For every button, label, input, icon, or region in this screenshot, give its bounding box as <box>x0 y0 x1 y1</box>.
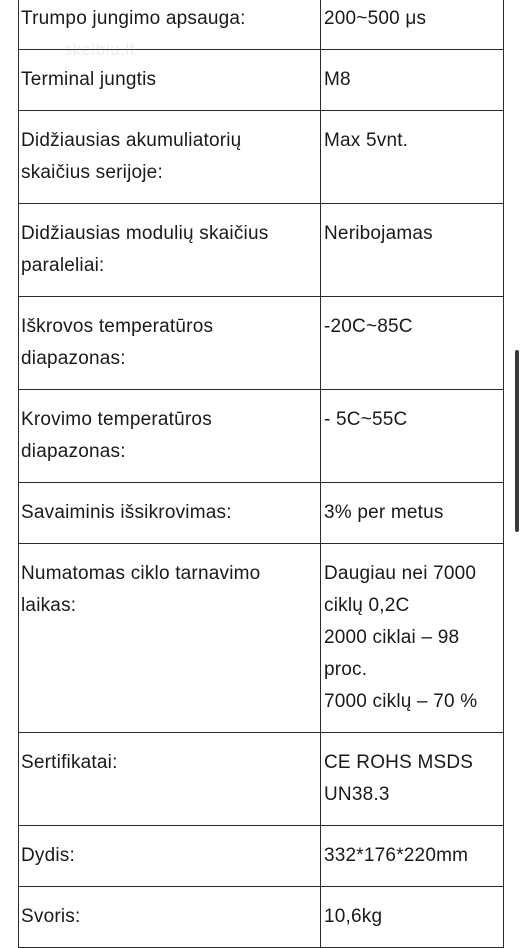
spec-value <box>321 0 504 50</box>
table-row <box>19 111 504 204</box>
table-row <box>19 204 504 297</box>
spec-value-line: Daugiau nei 7000 ciklų 0,2C <box>324 563 477 616</box>
spec-value-line: 2000 ciklai – 98 proc. <box>324 627 460 680</box>
spec-value <box>321 826 504 887</box>
spec-label: Didžiausias modulių skaičius paraleliai: <box>19 204 321 297</box>
specifications-table <box>18 0 504 948</box>
table-row <box>19 483 504 544</box>
spec-value-line: 332*176*220mm <box>324 845 469 866</box>
spec-label: Didžiausias akumuliatorių skaičius serijoje: <box>19 111 321 204</box>
spec-value <box>321 297 504 390</box>
spec-value-line: -20C~85C <box>324 316 413 337</box>
spec-value <box>321 111 504 204</box>
spec-value <box>321 390 504 483</box>
spec-value-line: M8 <box>324 69 351 90</box>
watermark: skelbiu.lt <box>64 40 136 59</box>
spec-label: Sertifikatai: <box>19 733 321 826</box>
spec-label: Trumpo jungimo apsauga: <box>19 0 321 50</box>
spec-value-line: 7000 ciklų – 70 % <box>324 691 478 712</box>
table-row <box>19 826 504 887</box>
spec-value-line: Neribojamas <box>324 223 433 244</box>
table-row <box>19 0 504 50</box>
table-row <box>19 544 504 733</box>
spec-label: Iškrovos temperatūros diapazonas: <box>19 297 321 390</box>
spec-value-line: - 5C~55C <box>324 409 408 430</box>
spec-value-line: Max 5vnt. <box>324 130 409 151</box>
spec-value-line: 200~500 μs <box>324 8 427 29</box>
spec-value-line: 3% per metus <box>324 502 444 523</box>
spec-value-line: CE ROHS MSDS UN38.3 <box>324 752 474 805</box>
spec-label: Svoris: <box>19 887 321 948</box>
table-row <box>19 297 504 390</box>
spec-label: Terminal jungtis <box>19 50 321 111</box>
spec-label: Savaiminis išsikrovimas: <box>19 483 321 544</box>
spec-value <box>321 733 504 826</box>
spec-value <box>321 204 504 297</box>
spec-value <box>321 50 504 111</box>
table-row <box>19 390 504 483</box>
scrollbar[interactable] <box>515 350 519 532</box>
spec-label: Numatomas ciklo tarnavimo laikas: <box>19 544 321 733</box>
spec-value <box>321 483 504 544</box>
spec-value <box>321 544 504 733</box>
table-row <box>19 887 504 948</box>
table-row <box>19 50 504 111</box>
spec-value <box>321 887 504 948</box>
table-row <box>19 733 504 826</box>
spec-value-line: 10,6kg <box>324 906 383 927</box>
spec-label: Krovimo temperatūros diapazonas: <box>19 390 321 483</box>
spec-label: Dydis: <box>19 826 321 887</box>
